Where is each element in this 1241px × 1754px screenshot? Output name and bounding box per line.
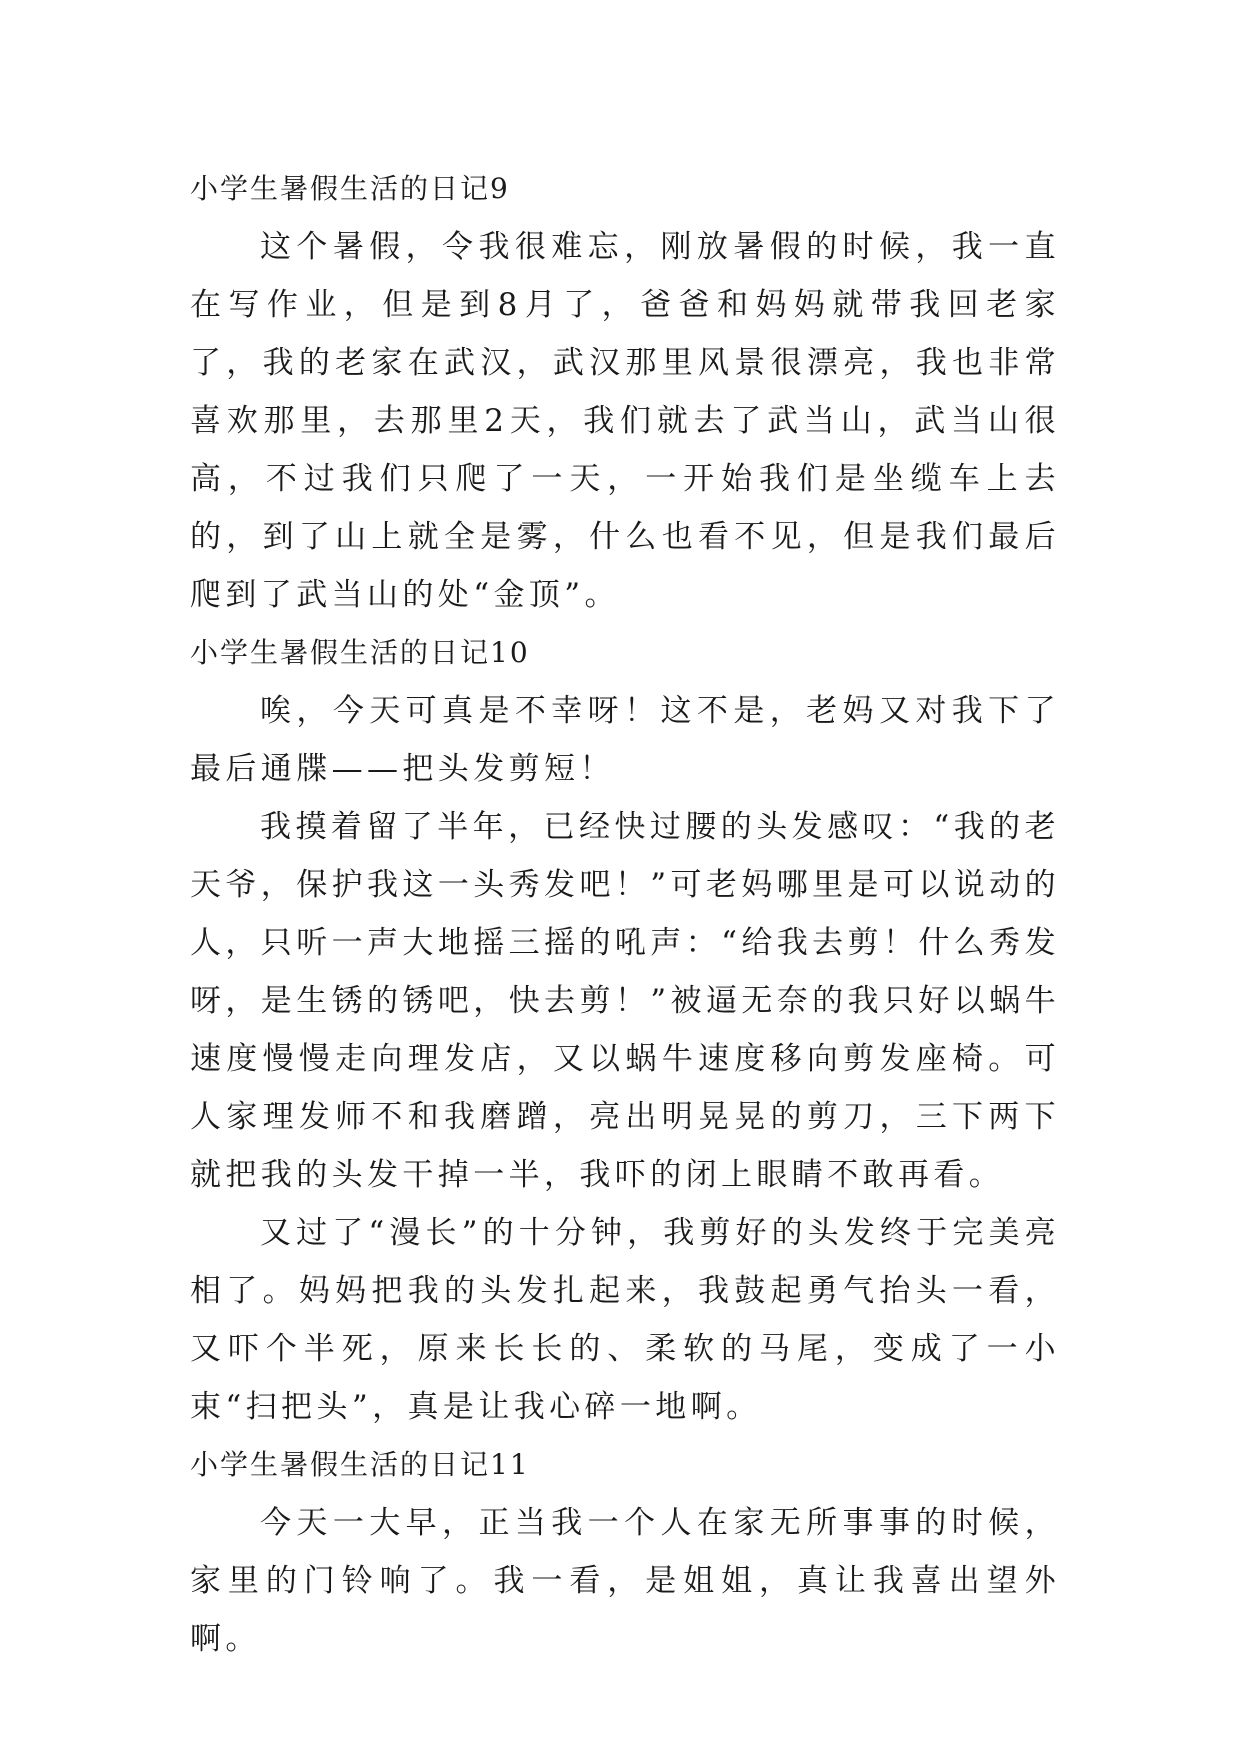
entry-paragraph: 唉，今天可真是不幸呀！这不是，老妈又对我下了最后通牒——把头发剪短！ xyxy=(190,693,1060,787)
entry-title: 小学生暑假生活的日记10 xyxy=(190,636,530,669)
document-body xyxy=(190,160,1060,1668)
diary-entry-11 xyxy=(190,1436,1060,1668)
entry-title: 小学生暑假生活的日记9 xyxy=(190,172,510,205)
entry-title: 小学生暑假生活的日记11 xyxy=(190,1448,530,1481)
entry-paragraph: 又过了“漫长”的十分钟，我剪好的头发终于完美亮相了。妈妈把我的头发扎起来，我鼓起勇气抬头一看，又吓个半死，原来长长的、柔软的马尾，变成了一小束“扫把头”，真是让我心碎一地啊。 xyxy=(190,1215,1060,1425)
diary-entry-9 xyxy=(190,160,1060,624)
entry-paragraph: 这个暑假，令我很难忘，刚放暑假的时候，我一直在写作业，但是到8月了，爸爸和妈妈就带我回老家了，我的老家在武汉，武汉那里风景很漂亮，我也非常喜欢那里，去那里2天，我们就去了武当山，武当山很高，不过我们只爬了一天，一开始我们是坐缆车上去的，到了山上就全是雾，什么也看不见，但是我们最后爬到了武当山的处“金顶”。 xyxy=(190,229,1060,613)
entry-paragraph: 我摸着留了半年，已经快过腰的头发感叹：“我的老天爷，保护我这一头秀发吧！”可老妈哪里是可以说动的人，只听一声大地摇三摇的吼声：“给我去剪！什么秀发呀，是生锈的锈吧，快去剪！”被逼无奈的我只好以蜗牛速度慢慢走向理发店，又以蜗牛速度移向剪发座椅。可人家理发师不和我磨蹭，亮出明晃晃的剪刀，三下两下就把我的头发干掉一半，我吓的闭上眼睛不敢再看。 xyxy=(190,809,1060,1193)
entry-paragraph: 今天一大早，正当我一个人在家无所事事的时候，家里的门铃响了。我一看，是姐姐，真让我喜出望外啊。 xyxy=(190,1505,1060,1657)
diary-entry-10 xyxy=(190,624,1060,1436)
